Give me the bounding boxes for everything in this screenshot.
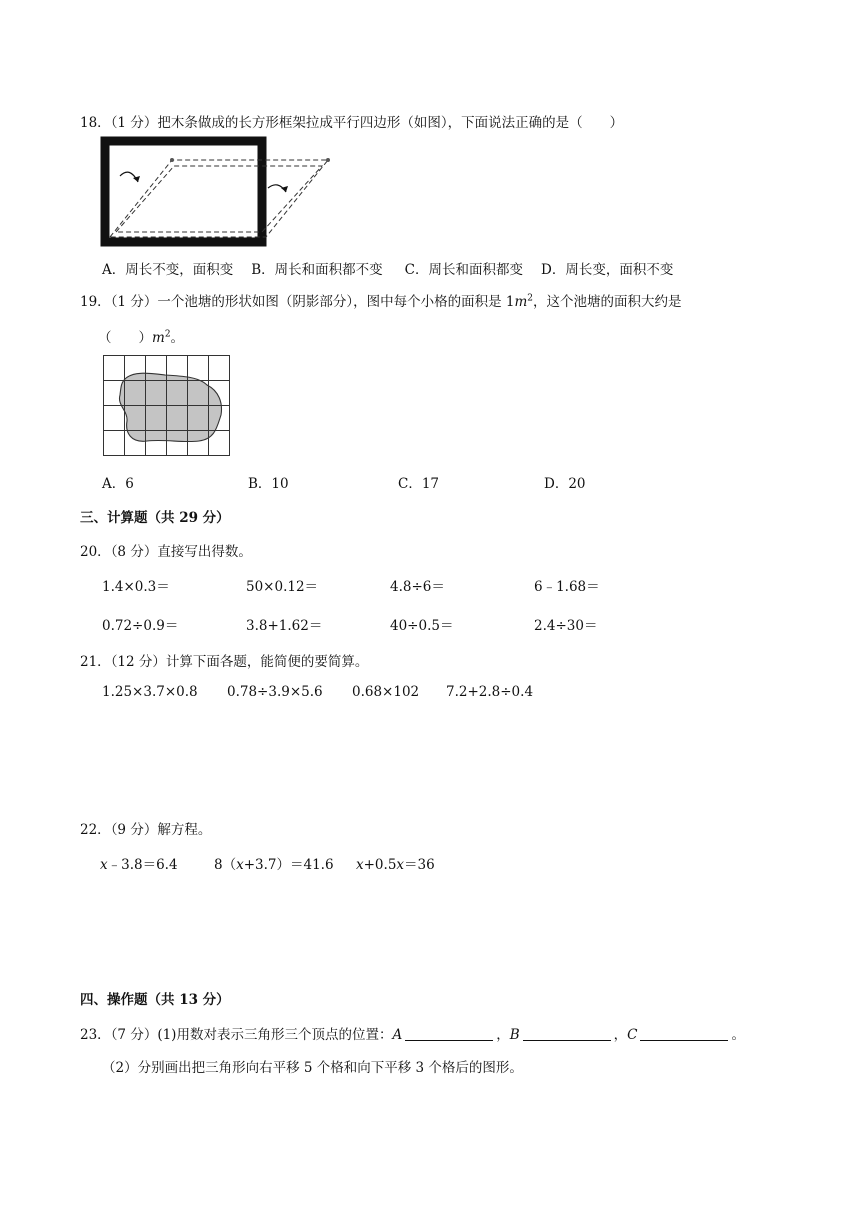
q19-score: （1 分） <box>110 294 158 310</box>
q18-option-a[interactable]: A．周长不变，面积变 <box>102 262 234 278</box>
q18-text: 把木条做成的长方形框架拉成平行四边形（如图），下面说法正确的是（ ） <box>157 115 624 131</box>
q20-score: （8 分） <box>110 544 158 560</box>
q23-number: 23． <box>80 1027 111 1043</box>
q20-r1-c2: 50×0.12＝ <box>246 579 319 595</box>
q22-equation-1 <box>100 853 178 873</box>
q19-answer-sup: 2 <box>164 329 171 340</box>
q19-text-a: 一个池塘的形状如图（阴影部分），图中每个小格的面积是 1 <box>157 294 515 310</box>
q21-item-3: 0.68×102 <box>352 684 420 700</box>
q20-number: 20． <box>80 544 111 560</box>
q23-score: （7 分） <box>110 1027 158 1043</box>
q18-frame-figure <box>100 136 332 248</box>
q18-number: 18． <box>80 115 111 131</box>
q21-number: 21． <box>80 654 111 670</box>
q22-score: （9 分） <box>110 822 158 838</box>
q20-r1-c3: 4.8÷6＝ <box>390 579 445 595</box>
q19-answer-line <box>98 326 184 346</box>
q22-eq3-var2: x <box>396 857 405 873</box>
q18-score: （1 分） <box>110 115 158 131</box>
q19-answer-unit: m <box>152 330 165 346</box>
q22-number: 22． <box>80 822 111 838</box>
q23-comma-2: ， <box>613 1027 628 1043</box>
q18-option-b[interactable]: B．周长和面积都不变 <box>251 262 383 278</box>
q19-number: 19． <box>80 294 111 310</box>
q23-period: 。 <box>731 1027 745 1043</box>
q19-pond-grid <box>103 355 231 457</box>
pond-shape <box>119 373 221 441</box>
q19-option-b[interactable]: B．10 <box>248 476 289 492</box>
q19-answer-suffix: 。 <box>170 330 185 346</box>
q23-label-a: A <box>392 1027 403 1043</box>
q21-item-2: 0.78÷3.9×5.6 <box>227 684 323 700</box>
q19-option-d[interactable]: D．20 <box>544 476 586 492</box>
q22-stem <box>80 818 211 838</box>
q20-r1-c1: 1.4×0.3＝ <box>102 579 170 595</box>
q18-options <box>102 258 673 278</box>
q20-r2-c1: 0.72÷0.9＝ <box>102 618 179 634</box>
q22-eq3-mid: +0.5 <box>363 857 397 873</box>
q23-comma-1: ， <box>496 1027 510 1043</box>
q22-eq2-var: x <box>236 857 244 873</box>
q21-stem <box>80 650 368 670</box>
q23-label-c: C <box>627 1027 638 1043</box>
q22-text: 解方程。 <box>157 822 212 838</box>
q20-r2-c3: 40÷0.5＝ <box>390 618 454 634</box>
q19-unit: m <box>514 294 528 310</box>
q22-eq3-rest: ＝36 <box>404 857 435 873</box>
q20-r2-c2: 3.8+1.62＝ <box>246 618 323 634</box>
q22-eq2-b: +3.7）＝41.6 <box>243 857 334 873</box>
q20-r2-c4: 2.4÷30＝ <box>534 618 598 634</box>
q18-option-d[interactable]: D．周长变，面积不变 <box>541 262 674 278</box>
section4-title: 四、操作题（共 13 分） <box>80 992 230 1008</box>
q23-blank-a[interactable] <box>405 1027 493 1041</box>
q19-option-a[interactable]: A．6 <box>102 476 134 492</box>
q23-blank-b[interactable] <box>523 1027 611 1041</box>
q18-option-c[interactable]: C．周长和面积都变 <box>404 262 524 278</box>
q20-stem <box>80 540 252 560</box>
q20-text: 直接写出得数。 <box>157 544 252 560</box>
section3-title: 三、计算题（共 29 分） <box>80 510 230 526</box>
q22-eq1-var: x <box>100 857 108 873</box>
q19-stem <box>80 290 682 310</box>
q23-blank-c[interactable] <box>640 1027 728 1041</box>
q23-part1 <box>80 1023 745 1043</box>
q19-sup: 2 <box>527 293 534 304</box>
q23-part1-text: (1)用数对表示三角形三个顶点的位置： <box>157 1027 393 1043</box>
q21-text: 计算下面各题，能简便的要简算。 <box>165 654 369 670</box>
q20-r1-c4: 6﹣1.68＝ <box>534 579 600 595</box>
q23-label-b: B <box>509 1027 520 1043</box>
q21-item-1: 1.25×3.7×0.8 <box>102 684 198 700</box>
q19-answer-blank[interactable]: （ ） <box>98 330 152 346</box>
q19-text-b: ，这个池塘的面积大约是 <box>533 294 682 310</box>
q23-part2: （2）分别画出把三角形向右平移 5 个格和向下平移 3 个格后的图形。 <box>102 1060 523 1076</box>
q22-equation-3 <box>356 853 435 873</box>
q22-eq3-var1: x <box>356 857 364 873</box>
q22-eq1-rest: ﹣3.8＝6.4 <box>107 857 178 873</box>
q19-option-c[interactable]: C．17 <box>398 476 440 492</box>
q22-eq2-a: 8（ <box>214 857 237 873</box>
q21-score: （12 分） <box>110 654 166 670</box>
q18-stem <box>80 111 623 131</box>
q21-item-4: 7.2+2.8÷0.4 <box>446 684 534 700</box>
q22-equation-2 <box>214 853 334 873</box>
